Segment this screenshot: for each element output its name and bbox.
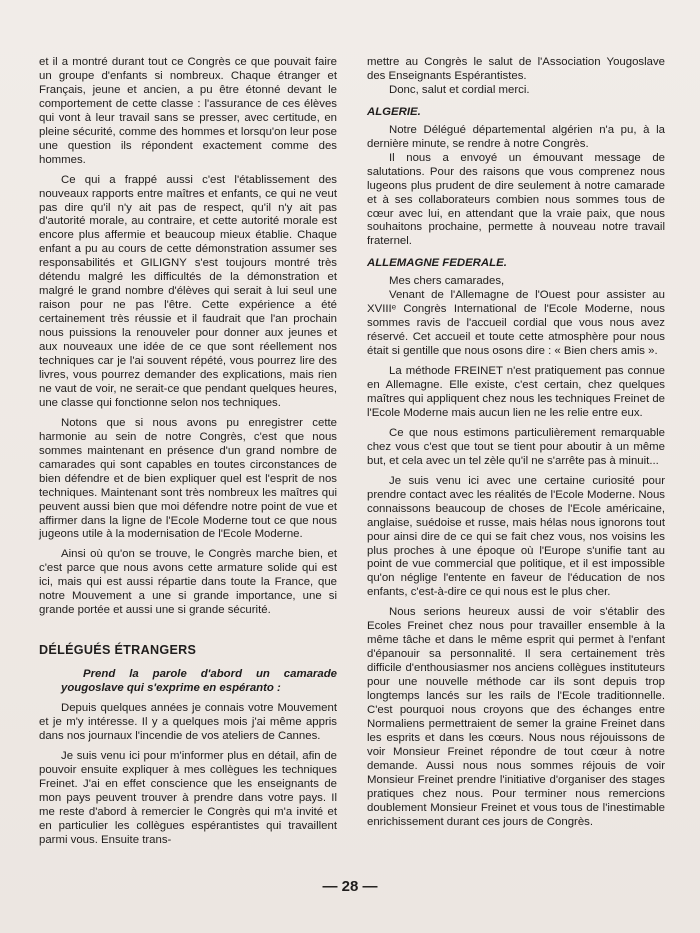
paragraph: Mes chers camarades, [389, 275, 505, 288]
paragraph: Ce qui a frappé aussi c'est l'établissement des nouveaux rapports entre maîtres et enfants, ce qui ne veut pas dire qu'il n'y ait pas de respect, qu'il n'y ait pas d'autorité morale, au contraire, et cette autorité morale est encore plus affermie et beaucoup mieux établie. Chaque enfant a pu au cours de cette démonstration assumer ses responsabilités et GILIGNY s'est toujours montré très détendu malgré les difficultés de la démonstration et malgré le grand nombre d'élèves qui serait à lui seul une raison pour ne pas l'être. Cette expérience a été certainement très réussie et il faudrait que l'an prochain nous puissions la renouveler pour donner aux jeunes et aux nouveaux une idée de ce que sont réellement nos techniques car je l'ai souvent répété, vous pourrez lire des livres, vous pourrez demander des explications, mais rien ne vaut de voir, ne serait-ce que pendant quelques heures, une classe qui fonctionne selon nos techniques. [39, 173, 337, 409]
page-number: — 28 — [322, 878, 378, 895]
paragraph: Je suis venu ici avec une certaine curiosité pour prendre contact avec les réalités de l'Ecole Moderne. Nous connaissons beaucoup de choses de l'Ecole américaine, anglaise, suédoise et russe, mais hélas nous ignorons tout pour ainsi dire de ce qui se fait chez vous, nos voisins les plus proches à une époque où l'Europe s'unifie tant au point de vue commercial que politique, et il est impossible qu'on néglige l'entente en faveur de l'éducation de nos enfants, c'est-à-dire ce qui nous est le plus cher. [367, 474, 665, 599]
paragraph: Il nous a envoyé un émouvant message de salutations. Pour des raisons que vous comprenez nous lugeons plus prudent de dire seulement à notre camarade et à ses collaborateurs combien nous sommes tous de cœur avec lui, en attendant que la vraie paix, que nous souhaitons prochaine, permette à nouveau notre travail fraternel. [367, 151, 665, 248]
paragraph: Venant de l'Allemagne de l'Ouest pour assister au XVIIIᵉ Congrès International de l'Ecole Moderne, nous sommes ravis de l'accueil cordial que vous nous avez réservé. Cet accueil et toute cette atmosphère pour nous était si gentille que nous osons dire : « Bien chers amis ». [367, 289, 665, 358]
paragraph: Ainsi où qu'on se trouve, le Congrès marche bien, et c'est parce que nous avons cette armature solide qui est ici, mais qui est aussi répartie dans toute la France, que notre Mouvement a une si grande importance, une si grande portée et aussi une si grande sécurité. [39, 548, 337, 617]
country-heading-allemagne: ALLEMAGNE FEDERALE. [367, 257, 507, 270]
paragraph: Donc, salut et cordial merci. [389, 83, 530, 96]
right-column [367, 56, 665, 830]
country-heading-algerie: ALGERIE. [367, 105, 421, 118]
paragraph: Depuis quelques années je connais votre Mouvement et je m'y intéresse. Il y a quelques mois j'ai même appris dans nos journaux l'incendie de vos ateliers de Cannes. [39, 702, 337, 742]
intro-text: Prend la parole d'abord un camarade yougoslave qui s'exprime en espéranto : [61, 668, 337, 695]
paragraph: Notre Délégué départemental algérien n'a pu, à la dernière minute, se rendre à notre Congrès. [367, 123, 665, 150]
paragraph: La méthode FREINET n'est pratiquement pas connue en Allemagne. Elle existe, c'est certain, chez quelques maîtres qui appliquent chez nous les techniques Freinet de l'Ecole Moderne mais aucun lien ne les relie entre eux. [367, 365, 665, 419]
paragraph: et il a montré durant tout ce Congrès ce que pouvait faire un groupe d'enfants si nombreux. Chaque étranger et Français, jeune et ancien, a pu être étonné devant le comportement de cette classe : l'assurance de ces élèves qui vont à leur travail sans se presser, avec certitude, en pleine sécurité, comme des hommes et lorsqu'on leur pose une question ils répondent exactement comme des hommes. [39, 56, 337, 166]
paragraph: Je suis venu ici pour m'informer plus en détail, afin de pouvoir ensuite expliquer à mes collègues les techniques Freinet. J'ai en effet conscience que les enseignants de mon pays peuvent trouver à prendre dans votre pays. Il me reste d'abord à remercier le Congrès qui m'a invité et en particulier les collègues espérantistes qui travaillent parmi vous. Ensuite trans- [39, 749, 337, 846]
paragraph: Nous serions heureux aussi de voir s'établir des Ecoles Freinet chez nous pour travailler ensemble à la même tâche et dans le même esprit qui permet à l'enfant d'épanouir sa personnalité. Il sera certainement très difficile d'enthousiasmer nos anciens collègues instituteurs pour une nouvelle méthode car ils sont depuis trop longtemps lancés sur les rails de l'Ecole traditionnelle. C'est pourquoi nous croyons que des échanges entre Normaliens permettraient de semer la graine Freinet dans les esprits et dans les cœurs. Nous nous réjouissons de voir Monsieur Freinet répondre de tout cœur à notre demande. Aussi nous nous sommes réjouis de voir Monsieur Freinet prendre l'initiative d'organiser des stages pratiques chez nous. Pour terminer nous remercions doublement Monsieur Freinet et vous tous de l'inestimable enrichissement durant ces jours de Congrès. [367, 606, 665, 828]
paragraph: mettre au Congrès le salut de l'Association Yougoslave des Enseignants Espérantistes. [367, 56, 665, 82]
paragraph: Notons que si nous avons pu enregistrer cette harmonie au sein de notre Congrès, c'est que nous sommes maintenant en présence d'un grand nombre de camarades qui sont capables en toutes circonstances de bien défendre et de bien expliquer quel est l'esprit de nos techniques. Maintenant sont très nombreux les maîtres qui peuvent aussi bien que moi défendre notre point de vue et affirmer dans la ligne de l'Ecole Moderne tout ce que nous jugeons utile à la modernisation de l'Ecole Moderne. [39, 416, 337, 541]
left-column [39, 56, 337, 848]
paragraph: Ce que nous estimons particulièrement remarquable chez vous c'est que tout se tient pour aboutir à un même but, et cela avec un tel zèle qu'il ne s'arrête pas à minuit... [367, 426, 665, 467]
section-heading: DÉLÉGUÉS ÉTRANGERS [39, 643, 197, 658]
